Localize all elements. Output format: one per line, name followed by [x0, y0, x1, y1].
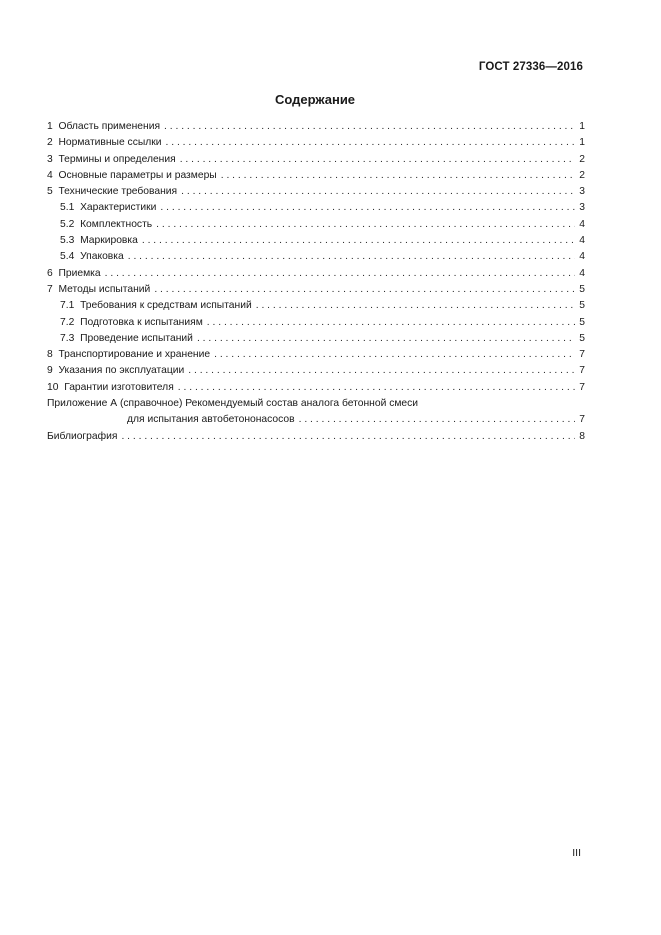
toc-entry-page: 1: [579, 121, 585, 132]
dot-leader: [181, 184, 575, 200]
dot-leader: [256, 298, 575, 314]
toc-entry-3[interactable]: [47, 152, 585, 168]
toc-entry-page: 4: [579, 235, 585, 247]
toc-entry-page: 3: [579, 186, 585, 198]
toc-entry-10[interactable]: [47, 380, 585, 396]
toc-entry-title: Термины и определения: [58, 153, 176, 165]
toc-entry-number: 3: [47, 153, 53, 165]
toc-entry-page: 5: [579, 283, 585, 295]
toc-entry-title: Упаковка: [80, 251, 124, 263]
toc-entry-number: 7.2: [60, 316, 75, 328]
toc-entry-number: 6: [47, 267, 53, 279]
toc-entry-title: Нормативные ссылки: [58, 137, 162, 149]
toc-entry-page: 7: [579, 365, 585, 377]
dot-leader: [154, 282, 575, 298]
toc-entry-number: 7.1: [60, 300, 75, 312]
toc-entry-number: 5.1: [60, 202, 75, 214]
toc-entry-number: 5.2: [60, 218, 75, 230]
dot-leader: [166, 135, 575, 151]
toc-appendix-a-heading[interactable]: Приложение А (справочное) Рекомендуемый состав аналога бетонной смеси: [47, 398, 419, 410]
toc-entry-title: Характеристики: [80, 202, 157, 214]
toc-entry-title: Требования к средствам испытаний: [80, 300, 252, 312]
dot-leader: [105, 266, 575, 282]
toc-entry-page: 8: [579, 430, 585, 442]
toc-entry-page: 1: [579, 137, 585, 149]
toc-entry-5-2[interactable]: [47, 217, 585, 233]
toc-entry-1[interactable]: [47, 119, 585, 135]
toc-appendix-a[interactable]: [47, 412, 585, 428]
toc-entry-title: Приемка: [58, 267, 101, 279]
toc-entry-number: 8: [47, 349, 53, 361]
toc-entry-page: 7: [579, 349, 585, 361]
toc-entry-page: 3: [579, 202, 585, 214]
dot-leader: [128, 249, 575, 265]
toc-entry-page: 7: [579, 381, 585, 393]
dot-leader: [197, 331, 575, 347]
toc-entry-2[interactable]: [47, 135, 585, 151]
toc-entry-title: Область применения: [58, 121, 161, 132]
dot-leader: [121, 429, 575, 445]
dot-leader: [299, 412, 575, 428]
toc-entry-7-3[interactable]: [47, 331, 585, 347]
toc-entry-number: 7: [47, 283, 53, 295]
toc-entry-number: 1: [47, 121, 53, 132]
dot-leader: [180, 152, 575, 168]
toc-entry-page: 7: [579, 414, 585, 426]
toc-entry-number: 7.3: [60, 332, 75, 344]
toc-entry-title: Проведение испытаний: [80, 332, 193, 344]
toc-entry-page: 2: [579, 169, 585, 181]
toc-entry-title: Указания по эксплуатации: [58, 365, 185, 377]
toc-entry-page: 5: [579, 300, 585, 312]
standard-code: ГОСТ 27336—2016: [478, 61, 583, 73]
toc-entry-number: 2: [47, 137, 53, 149]
dot-leader: [178, 380, 575, 396]
toc-entry-page: 2: [579, 153, 585, 165]
dot-leader: [164, 119, 575, 135]
toc-entry-number: 5.3: [60, 235, 75, 247]
toc-entry-page: 4: [579, 267, 585, 279]
toc-entry-5-3[interactable]: [47, 233, 585, 249]
toc-entry-page: 4: [579, 251, 585, 263]
toc-entry-title: Гарантии изготовителя: [64, 381, 174, 393]
dot-leader: [214, 347, 575, 363]
toc-entry-8[interactable]: [47, 347, 585, 363]
toc-entry-title: Маркировка: [80, 235, 138, 247]
dot-leader: [160, 200, 575, 216]
toc-entry-title: Основные параметры и размеры: [58, 169, 217, 181]
toc-entry-5-4[interactable]: [47, 249, 585, 265]
page-number: III: [572, 847, 581, 859]
table-of-contents: [47, 119, 585, 445]
toc-bibliography-title: Библиография: [47, 430, 118, 442]
toc-entry-5-1[interactable]: [47, 200, 585, 216]
dot-leader: [142, 233, 575, 249]
toc-entry-number: 4: [47, 169, 53, 181]
toc-entry-title: Комплектность: [80, 218, 153, 230]
toc-entry-page: 5: [579, 316, 585, 328]
toc-appendix-title: для испытания автобетононасосов: [127, 414, 295, 426]
toc-entry-page: 4: [579, 218, 585, 230]
toc-entry-title: Методы испытаний: [58, 283, 151, 295]
toc-entry-4[interactable]: [47, 168, 585, 184]
toc-bibliography[interactable]: [47, 429, 585, 445]
dot-leader: [207, 315, 575, 331]
toc-entry-7-2[interactable]: [47, 315, 585, 331]
toc-entry-number: 5: [47, 186, 53, 198]
toc-entry-page: 5: [579, 332, 585, 344]
toc-entry-number: 10: [47, 381, 59, 393]
toc-title: Содержание: [274, 92, 356, 107]
dot-leader: [188, 363, 575, 379]
toc-entry-5[interactable]: [47, 184, 585, 200]
toc-entry-number: 9: [47, 365, 53, 377]
toc-entry-9[interactable]: [47, 363, 585, 379]
toc-entry-7[interactable]: [47, 282, 585, 298]
toc-entry-number: 5.4: [60, 251, 75, 263]
toc-entry-6[interactable]: [47, 266, 585, 282]
dot-leader: [221, 168, 575, 184]
toc-entry-title: Транспортирование и хранение: [58, 349, 211, 361]
toc-entry-7-1[interactable]: [47, 298, 585, 314]
toc-entry-title: Технические требования: [58, 186, 178, 198]
dot-leader: [156, 217, 575, 233]
toc-entry-title: Подготовка к испытаниям: [80, 316, 203, 328]
